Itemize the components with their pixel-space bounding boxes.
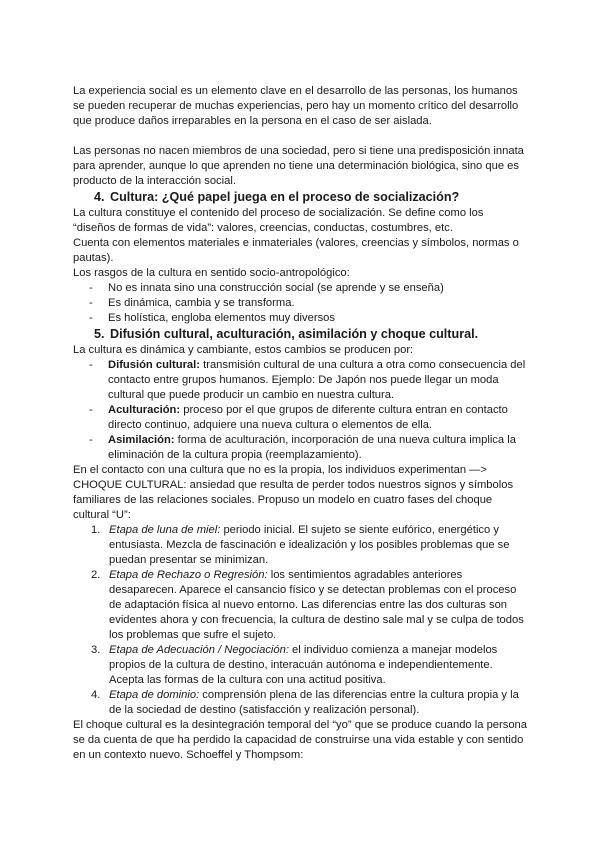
document-page <box>73 84 528 763</box>
list-item <box>73 311 528 326</box>
phase-term: Etapa de luna de miel: <box>109 524 221 536</box>
list-item-text: No es innata sino una construcción social (se aprende y se enseña) <box>108 282 444 294</box>
culture-shock-phases-list <box>73 523 528 718</box>
list-item <box>73 643 528 688</box>
section-4-heading <box>73 189 528 206</box>
term-aculturacion: Aculturación: <box>108 404 181 416</box>
section-4-paragraph-1: La cultura constituye el contenido del proceso de socialización. Se define como los “diseños de formas de vida”: valores, creencias, conductas, costumbres, etc. <box>73 207 484 234</box>
list-item <box>73 281 528 296</box>
list-item <box>73 568 528 643</box>
phase-text: el individuo comienza a manejar modelos propios de la cultura de destino, interacuán autónoma e independientemente. Acepta las formas de la cultura con una actitud positiva. <box>109 644 498 686</box>
dash-bullet: - <box>89 312 93 324</box>
section-5-number: 5. <box>94 327 105 341</box>
list-number: 3. <box>91 644 101 656</box>
dash-bullet: - <box>89 404 93 416</box>
dash-bullet: - <box>89 434 93 446</box>
phase-text: comprensión plena de las diferencias entre la cultura propia y la de la sociedad de destino (satisfacción y realización personal). <box>109 689 519 716</box>
definition-text: proceso por el que grupos de diferente cultura entran en contacto directo continuo, adquiere una nueva cultura o elementos de ella. <box>108 404 508 431</box>
section-5-title: Difusión cultural, aculturación, asimilación y choque cultural. <box>110 327 479 341</box>
list-number: 2. <box>91 569 101 581</box>
section-4-paragraph-3: Los rasgos de la cultura en sentido socio-antropológico: <box>73 267 350 279</box>
list-item <box>73 688 528 718</box>
list-item <box>73 358 528 403</box>
intro-paragraph-2: Las personas no nacen miembros de una sociedad, pero si tiene una predisposición innata para aprender, aunque lo que aprenden no tiene una determinación biológica, sino que es producto de la interacción social. <box>73 145 524 187</box>
section-5-heading <box>73 326 528 343</box>
term-difusion-cultural: Difusión cultural: <box>108 359 200 371</box>
section-5-paragraph-2: En el contacto con una cultura que no es la propia, los individuos experimentan —> CHOQUE CULTURAL: ansiedad que resulta de perder todos nuestros signos y símbolos familiares de las relaciones sociales. Propuso un modelo en cuatro fases del choque cultural “U”: <box>73 464 514 521</box>
phase-term: Etapa de Adecuación / Negociación: <box>109 644 289 656</box>
section-5-paragraph-1: La cultura es dinámica y cambiante, estos cambios se producen por: <box>73 344 414 356</box>
list-item-text: Es dinámica, cambia y se transforma. <box>108 297 295 309</box>
list-item <box>73 433 528 463</box>
dash-bullet: - <box>89 359 93 371</box>
section-4-title: Cultura: ¿Qué papel juega en el proceso de socialización? <box>110 190 460 204</box>
list-item <box>73 403 528 433</box>
list-number: 4. <box>91 689 101 701</box>
list-item <box>73 523 528 568</box>
section-5-paragraph-3: El choque cultural es la desintegración temporal del “yo” que se produce cuando la persona se da cuenta de que ha perdido la capacidad de construirse una vida estable y con sentido en un contexto nuevo. Schoeffel y Thompsom: <box>73 719 527 761</box>
definition-text: transmisión cultural de una cultura a otra como consecuencia del contacto entre grupos humanos. Ejemplo: De Japón nos puede llegar un moda cultural que puede producir un cambio en nuestra cultura. <box>108 359 526 401</box>
dash-bullet: - <box>89 282 93 294</box>
term-asimilacion: Asimilación: <box>108 434 175 446</box>
list-item <box>73 296 528 311</box>
section-4-paragraph-2: Cuenta con elementos materiales e inmateriales (valores, creencias y símbolos, normas o pautas). <box>73 237 519 264</box>
culture-traits-list <box>73 281 528 326</box>
cultural-change-list <box>73 358 528 463</box>
phase-term: Etapa de dominio: <box>109 689 200 701</box>
list-item-text: Es holística, engloba elementos muy diversos <box>108 312 335 324</box>
dash-bullet: - <box>89 297 93 309</box>
phase-text: los sentimientos agradables anteriores desaparecen. Aparece el cansancio físico y se detectan problemas con el proceso de adaptación física al nuevo entorno. Las diferencias entre las dos culturas son evidentes ahora y con frecuencia, la cultura de destino sale mal y se culpa de todos los problemas que sufre el sujeto. <box>109 569 524 641</box>
list-number: 1. <box>91 524 101 536</box>
intro-paragraph-1: La experiencia social es un elemento clave en el desarrollo de las personas, los humanos se pueden recuperar de muchas experiencias, pero hay un momento crítico del desarrollo que produce daños irreparables en la persona en el caso de ser aislada. <box>73 85 519 127</box>
definition-text: forma de aculturación, incorporación de una nueva cultura implica la eliminación de la cultura propia (reemplazamiento). <box>108 434 516 461</box>
section-4-number: 4. <box>94 190 105 204</box>
phase-term: Etapa de Rechazo o Regresión: <box>109 569 268 581</box>
phase-text: periodo inicial. El sujeto se siente eufórico, energético y entusiasta. Mezcla de fascinación e idealización y los posibles problemas que se puedan presentar se minimizan. <box>109 524 510 566</box>
